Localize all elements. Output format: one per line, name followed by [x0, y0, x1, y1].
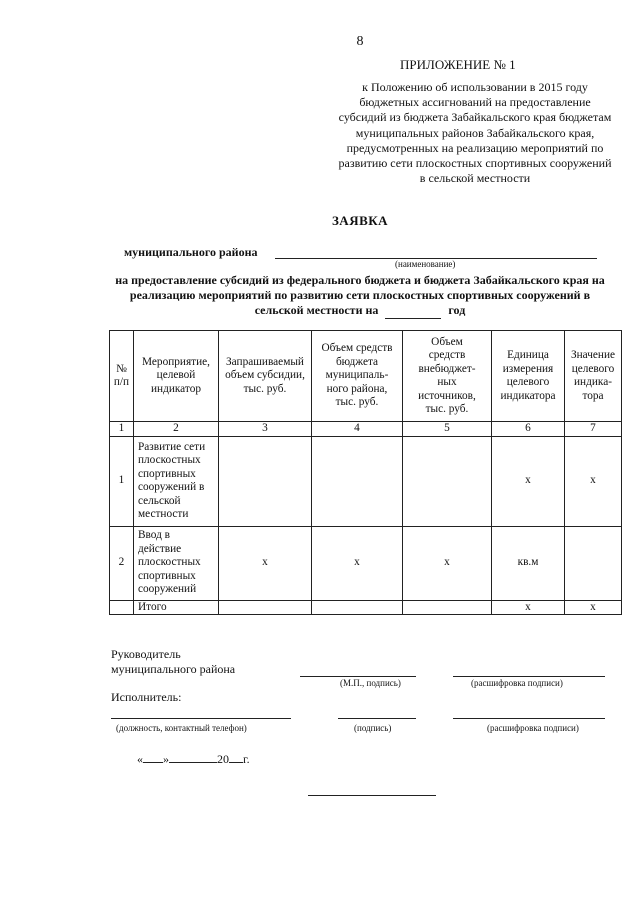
application-table — [109, 330, 622, 615]
purpose-line-end: год — [448, 303, 466, 317]
column-number: 5 — [403, 422, 492, 437]
sign-caption: (подпись) — [354, 723, 392, 733]
row-requested — [219, 600, 312, 615]
document-title: ЗАЯВКА — [331, 213, 389, 228]
row-extrabudget — [403, 436, 492, 526]
header-cell-activity: Мероприятие, целевой индикатор — [134, 331, 219, 422]
row-value — [565, 526, 622, 600]
appendix-line: развитию сети плоскостных спортивных сооружений — [338, 156, 612, 171]
row-activity: Развитие сети плоскостных спортивных сооружений в сельской местности — [134, 436, 219, 526]
header-cell-value: Значение целевого индика- тора — [565, 331, 622, 422]
decode-caption: (расшифровка подписи) — [471, 678, 563, 688]
separator-line — [308, 795, 436, 796]
appendix-line: бюджетных ассигнований на предоставление — [359, 95, 591, 110]
appendix-line: к Положению об использовании в 2015 году — [362, 80, 588, 94]
purpose-line-start: сельской местности на — [254, 303, 379, 317]
purpose-text — [108, 273, 612, 319]
row-number: 1 — [110, 436, 134, 526]
district-label: муниципального района — [124, 245, 258, 259]
purpose-line: реализацию мероприятий по развитию сети плоскостных спортивных сооружений в — [129, 288, 591, 302]
table-row — [110, 526, 622, 600]
header-cell-district-budget: Объем средств бюджета муниципаль- ного района, тыс. руб. — [312, 331, 403, 422]
mp-signature-line — [300, 676, 416, 677]
appendix-line: в сельской местности — [419, 171, 531, 186]
row-district-budget — [312, 436, 403, 526]
row-requested — [219, 436, 312, 526]
header-cell-extrabudget: Объем средств внебюджет- ных источников, тыс. руб. — [403, 331, 492, 422]
year-blank — [385, 303, 441, 319]
header-cell-unit: Единица измерения целевого индикатора — [492, 331, 565, 422]
header-cell-requested: Запрашиваемый объем субсидии, тыс. руб. — [219, 331, 312, 422]
column-number-row — [110, 422, 622, 437]
executor-decode-line — [453, 718, 605, 719]
appendix-line: предусмотренных на реализацию мероприятий по — [346, 140, 604, 155]
header-cell-num: № п/п — [110, 331, 134, 422]
head-label-line2: муниципального района — [111, 662, 236, 676]
decode-caption-2: (расшифровка подписи) — [487, 723, 579, 733]
row-district-budget: х — [312, 526, 403, 600]
head-decode-line — [453, 676, 605, 677]
row-requested: х — [219, 526, 312, 600]
page-number: 8 — [356, 34, 364, 49]
row-activity: Итого — [134, 600, 219, 615]
appendix-line: субсидий из бюджета Забайкальского края бюджетам — [338, 110, 612, 125]
head-label-line1: Руководитель — [111, 647, 181, 661]
row-district-budget — [312, 600, 403, 615]
appendix-title: ПРИЛОЖЕНИЕ № 1 — [400, 57, 516, 72]
executor-label: Исполнитель: — [111, 690, 182, 704]
row-value: х — [565, 436, 622, 526]
row-number — [110, 600, 134, 615]
position-line — [111, 718, 291, 719]
row-extrabudget — [403, 600, 492, 615]
date-field: « » 20 г. — [137, 752, 250, 766]
appendix-reference — [318, 80, 632, 186]
table-row — [110, 436, 622, 526]
column-number: 2 — [134, 422, 219, 437]
naming-hint: (наименование) — [395, 259, 456, 269]
row-number: 2 — [110, 526, 134, 600]
row-activity: Ввод в действие плоскостных спортивных сооружений — [134, 526, 219, 600]
purpose-line: на предоставление субсидий из федерального бюджета и бюджета Забайкальского края на — [115, 273, 605, 287]
mp-caption: (М.П., подпись) — [340, 678, 401, 688]
column-number: 7 — [565, 422, 622, 437]
position-caption: (должность, контактный телефон) — [116, 723, 247, 733]
column-number: 3 — [219, 422, 312, 437]
column-number: 4 — [312, 422, 403, 437]
appendix-line: муниципальных районов Забайкальского края, — [355, 125, 595, 140]
row-unit: х — [492, 600, 565, 615]
row-value: х — [565, 600, 622, 615]
table-row-total — [110, 600, 622, 615]
column-number: 6 — [492, 422, 565, 437]
column-number: 1 — [110, 422, 134, 437]
row-unit: кв.м — [492, 526, 565, 600]
executor-signature-line — [338, 718, 416, 719]
purpose-line — [108, 303, 612, 319]
row-unit: х — [492, 436, 565, 526]
row-extrabudget: х — [403, 526, 492, 600]
table-header-row — [110, 331, 622, 422]
